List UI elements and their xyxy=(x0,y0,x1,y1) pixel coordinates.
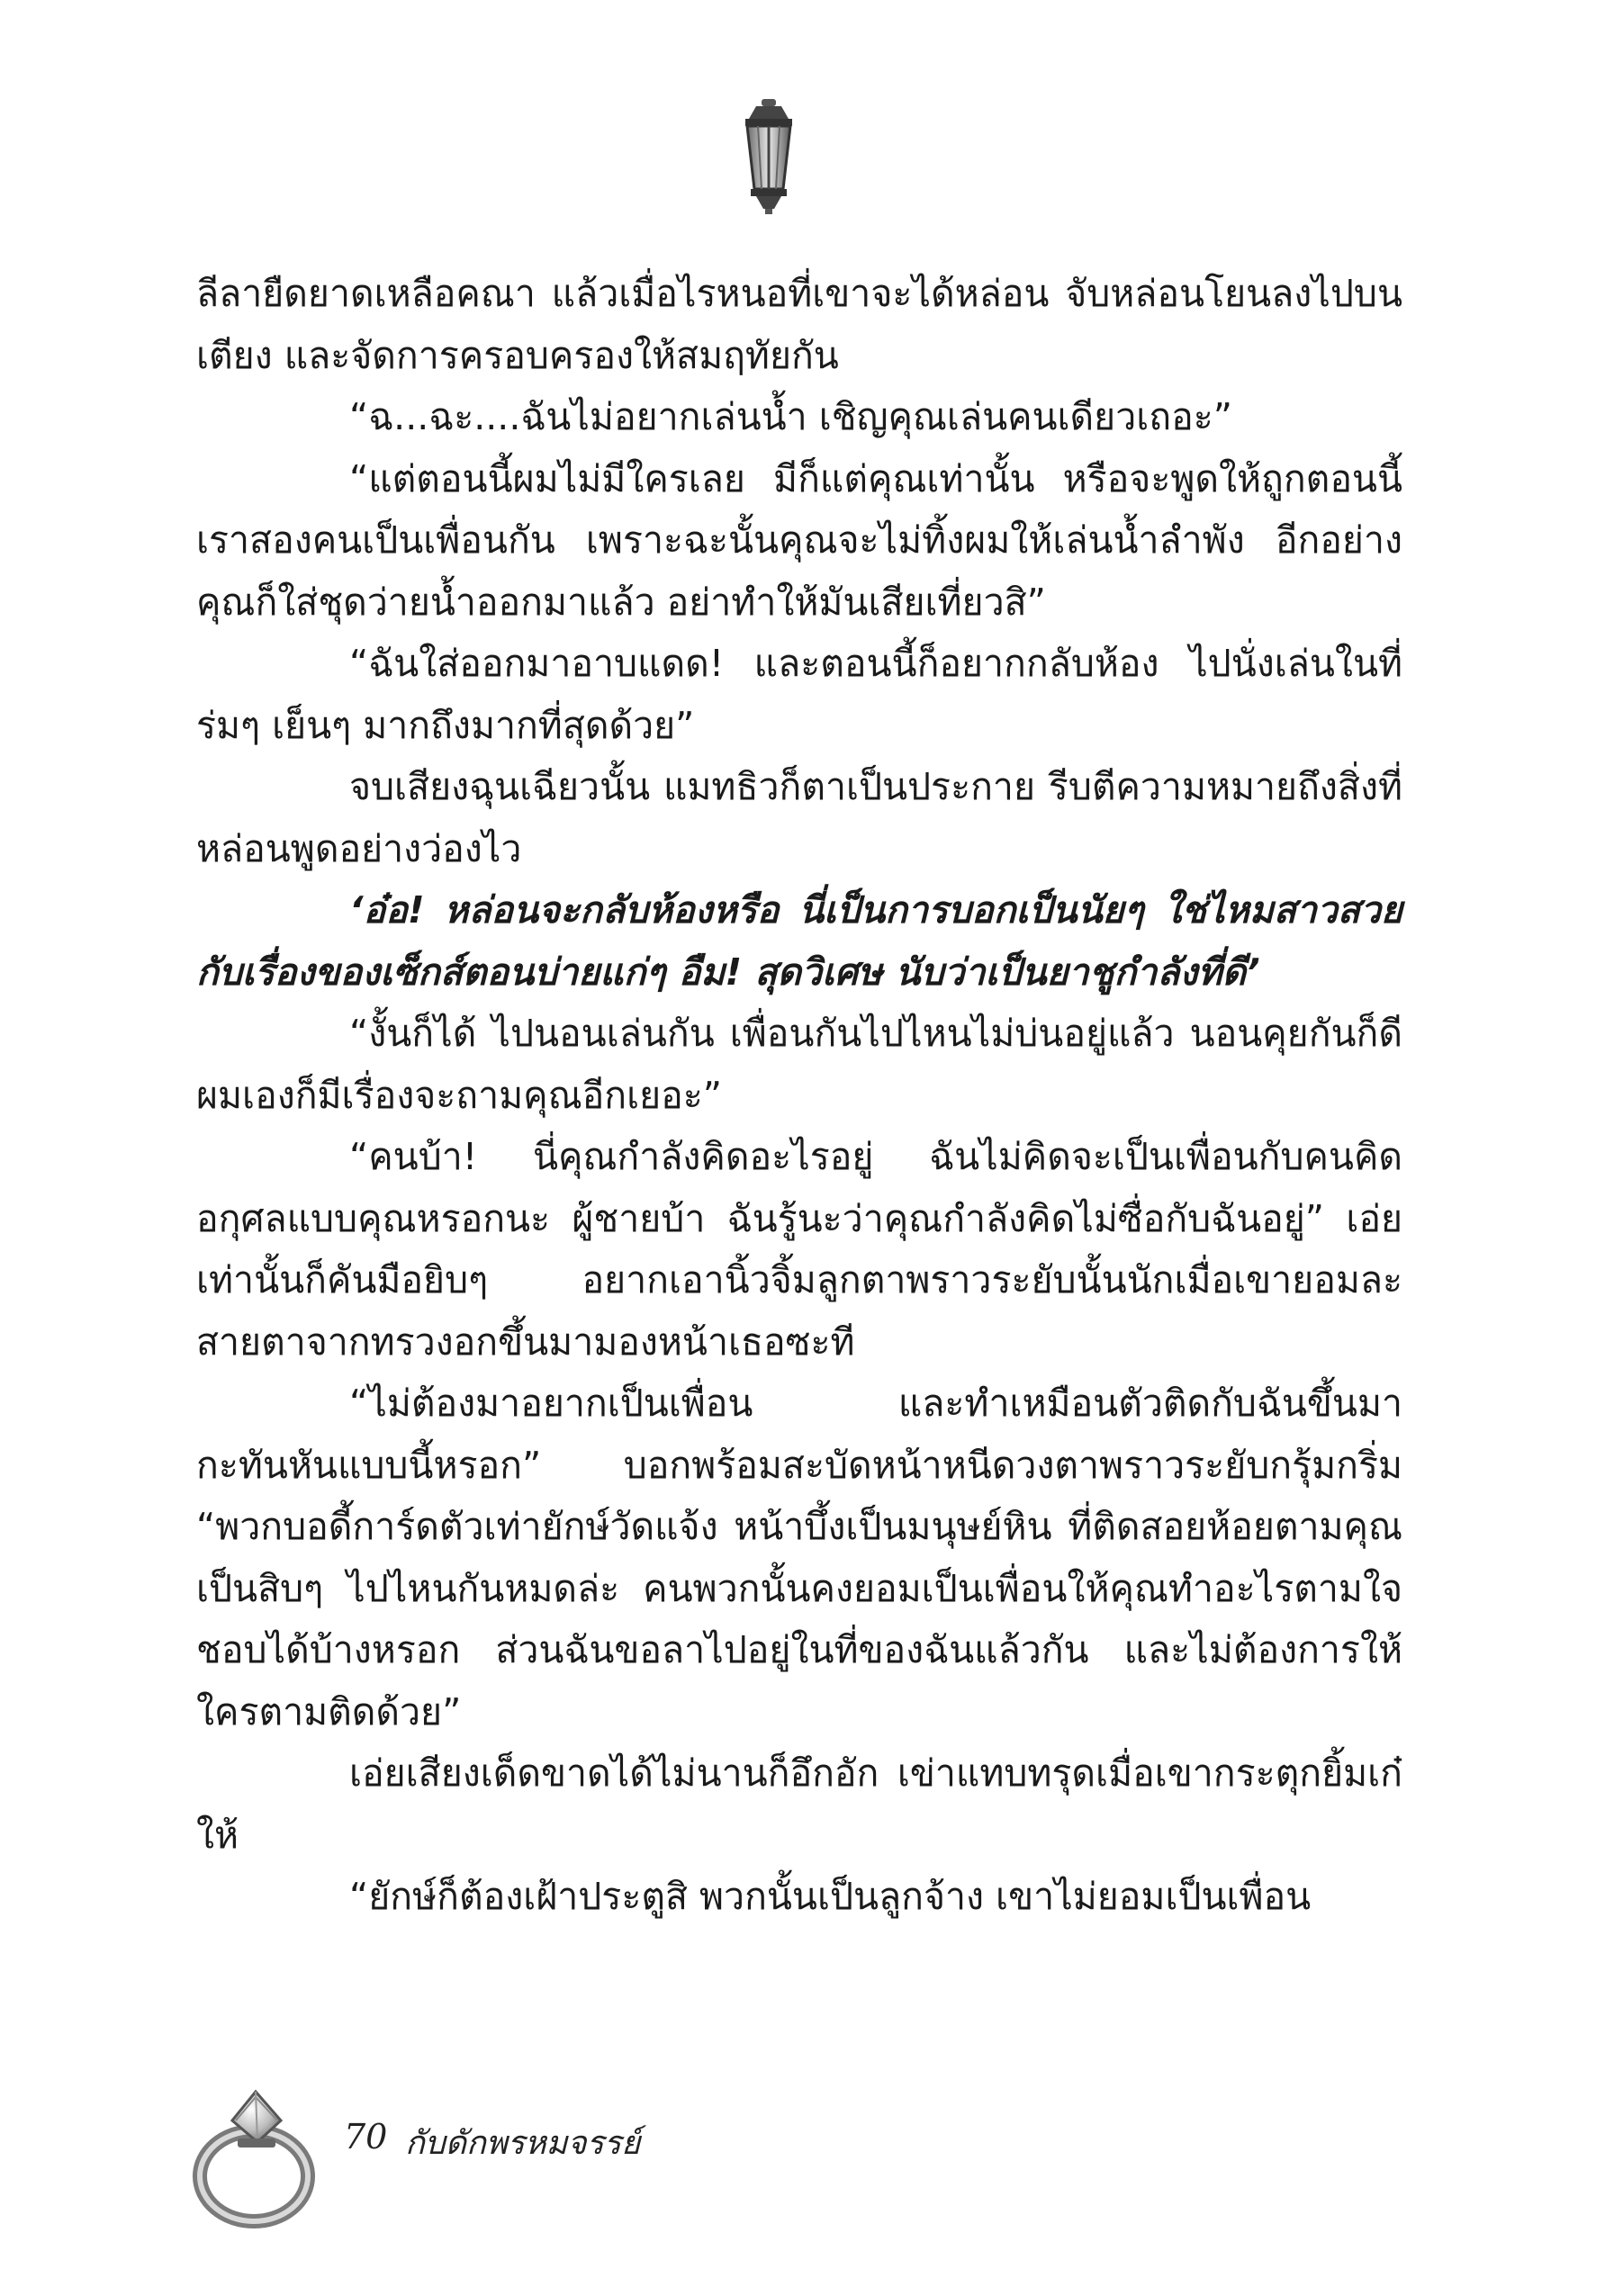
paragraph-1: ลีลายืดยาดเหลือคณา แล้วเมื่อไรหนอที่เขาจะได้หล่อน จับหล่อนโยนลงไปบนเตียง และจัดการครอบครองให้สมฤทัยกัน xyxy=(196,272,1402,377)
paragraph-9: “ไม่ต้องมาอยากเป็นเพื่อน และทำเหมือนตัวติดกับฉันขึ้นมากะทันหันแบบนี้หรอก” บอกพร้อมสะบัดหน้าหนีดวงตาพราวระยับกรุ้มกริ่ม “พวกบอดี้การ์ดตัวเท่ายักษ์วัดแจ้ง หน้าบึ้งเป็นมนุษย์หิน ที่ติดสอยห้อยตามคุณเป็นสิบๆ ไปไหนกันหมดล่ะ คนพวกนั้นคงยอมเป็นเพื่อนให้คุณทำอะไรตามใจชอบได้บ้างหรอก ส่วนฉันขอลาไปอยู่ในที่ของฉันแล้วกัน และไม่ต้องการให้ใครตามติดด้วย” xyxy=(196,1382,1402,1733)
book-title: กับดักพรหมจรรย์ xyxy=(405,2125,641,2162)
paragraph-8: “คนบ้า! นี่คุณกำลังคิดอะไรอยู่ ฉันไม่คิดจะเป็นเพื่อนกับคนคิดอกุศลแบบคุณหรอกนะ ผู้ชายบ้า ฉันรู้นะว่าคุณกำลังคิดไม่ซื่อกับฉันอยู่” เอ่ยเท่านั้นก็คันมือยิบๆ อยากเอานิ้วจิ้มลูกตาพราวระยับนั้นนักเมื่อเขายอมละสายตาจากทรวงอกขึ้นมามองหน้าเธอซะที xyxy=(196,1135,1402,1364)
body-text xyxy=(196,263,1402,1928)
paragraph-6-inner-thought: ‘อ๋อ! หล่อนจะกลับห้องหรือ นี่เป็นการบอกเป็นนัยๆ ใช่ไหมสาวสวยกับเรื่องของเซ็กส์ตอนบ่ายแก่ๆ อืม! สุดวิเศษ นับว่าเป็นยาชูกำลังที่ดี’ xyxy=(196,888,1402,994)
paragraph-3: “แต่ตอนนี้ผมไม่มีใครเลย มีก็แต่คุณเท่านั้น หรือจะพูดให้ถูกตอนนี้เราสองคนเป็นเพื่อนกัน เพราะฉะนั้นคุณจะไม่ทิ้งผมให้เล่นน้ำลำพัง อีกอย่างคุณก็ใส่ชุดว่ายน้ำออกมาแล้ว อย่าทำให้มันเสียเที่ยวสิ” xyxy=(196,456,1402,624)
page-number: 70 xyxy=(344,2117,388,2156)
paragraph-5: จบเสียงฉุนเฉียวนั้น แมทธิวก็ตาเป็นประกาย รีบตีความหมายถึงสิ่งที่หล่อนพูดอย่างว่องไว xyxy=(196,765,1402,870)
lantern-icon xyxy=(729,99,808,214)
paragraph-10: เอ่ยเสียงเด็ดขาดได้ไม่นานก็อึกอัก เข่าแทบทรุดเมื่อเขากระตุกยิ้มเก๋ให้ xyxy=(196,1751,1402,1857)
page-footer xyxy=(189,2061,999,2241)
paragraph-11: “ยักษ์ก็ต้องเฝ้าประตูสิ พวกนั้นเป็นลูกจ้าง เขาไม่ยอมเป็นเพื่อน xyxy=(349,1875,1312,1918)
paragraph-4: “ฉันใส่ออกมาอาบแดด! และตอนนี้ก็อยากกลับห้อง ไปนั่งเล่นในที่ร่มๆ เย็นๆ มากถึงมากที่สุดด้วย” xyxy=(196,642,1402,747)
paragraph-2: “ฉ...ฉะ....ฉันไม่อยากเล่นน้ำ เชิญคุณเล่นคนเดียวเถอะ” xyxy=(349,395,1232,438)
ring-icon xyxy=(189,2061,324,2232)
paragraph-7: “งั้นก็ได้ ไปนอนเล่นกัน เพื่อนกันไปไหนไม่บ่นอยู่แล้ว นอนคุยกันก็ดี ผมเองก็มีเรื่องจะถามคุณอีกเยอะ” xyxy=(196,1012,1402,1117)
